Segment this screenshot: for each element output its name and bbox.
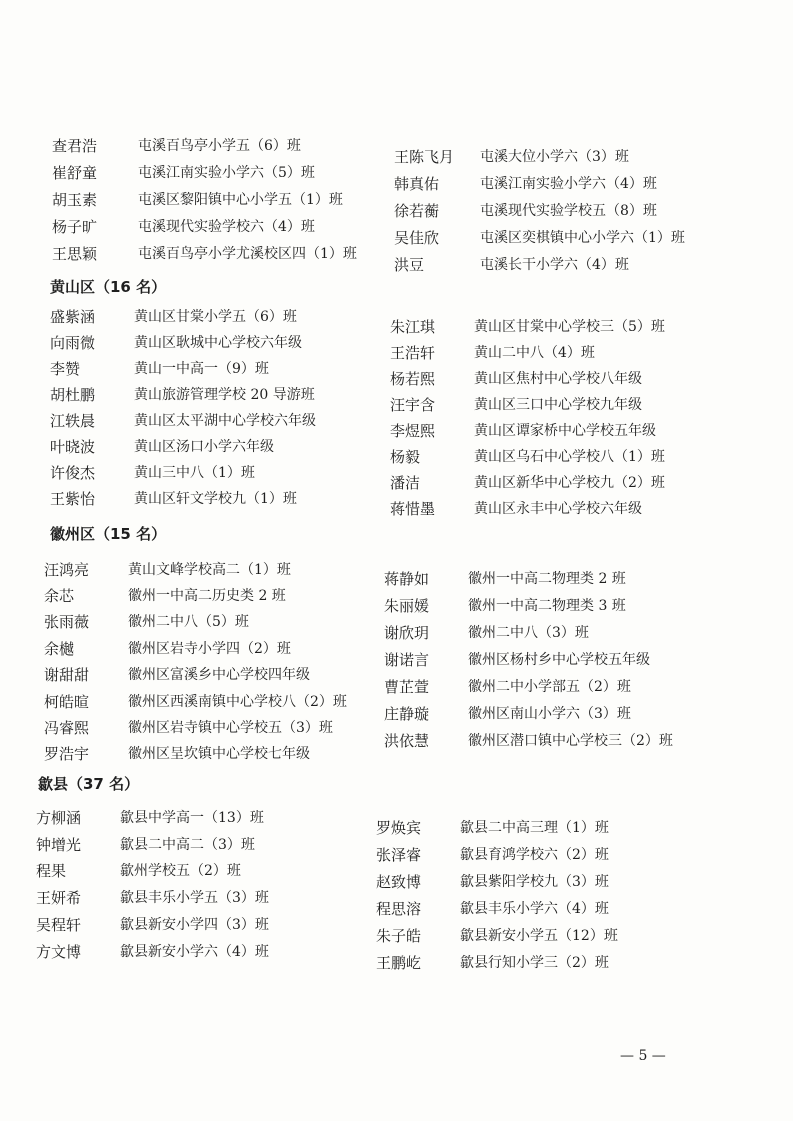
school-class: 黄山区轩文学校九（1）班 [134,491,297,507]
school-class: 徽州一中高二历史类 2 班 [128,588,286,604]
student-name: 张雨薇 [44,613,90,631]
school-class: 歙县二中高三理（1）班 [460,820,609,836]
student-name: 胡杜鹏 [50,386,96,404]
school-class: 黄山文峰学校高二（1）班 [128,562,291,578]
school-class: 黄山区新华中心学校九（2）班 [474,475,665,491]
school-class: 徽州区杨村乡中心学校五年级 [468,652,650,668]
student-name: 江轶晨 [50,412,96,430]
student-name: 王浩轩 [390,344,436,362]
school-class: 徽州区呈坎镇中心学校七年级 [128,746,310,762]
school-class: 屯溪区奕棋镇中心小学六（1）班 [480,230,685,246]
student-name: 潘洁 [390,474,421,492]
school-class: 黄山一中高一（9）班 [134,361,269,377]
school-class: 歙县二中高二（3）班 [120,837,255,853]
student-name: 查君浩 [52,137,98,155]
student-name: 方柳涵 [36,809,82,827]
school-class: 黄山区甘棠小学五（6）班 [134,309,297,325]
school-class: 徽州区南山小学六（3）班 [468,706,631,722]
student-name: 曹芷萱 [384,678,430,696]
school-class: 黄山区甘棠中心学校三（5）班 [474,319,665,335]
school-class: 徽州二中八（3）班 [468,625,589,641]
school-class: 徽州区潜口镇中心学校三（2）班 [468,733,673,749]
school-class: 黄山区汤口小学六年级 [134,439,274,455]
school-class: 歙县丰乐小学六（4）班 [460,901,609,917]
school-class: 徽州区富溪乡中心学校四年级 [128,667,310,683]
student-name: 朱丽媛 [384,597,430,615]
section-heading: 徽州区（15 名） [50,525,167,543]
student-name: 洪豆 [394,256,425,274]
student-name: 钟增光 [36,836,82,854]
student-name: 张泽睿 [376,846,422,864]
student-name: 谢甜甜 [44,666,90,684]
school-class: 徽州区岩寺镇中心学校五（3）班 [128,720,333,736]
student-name: 谢诺言 [384,651,430,669]
student-name: 吴佳欣 [394,229,440,247]
page-number: — 5 — [620,1048,666,1064]
school-class: 屯溪百鸟亭小学尤溪校区四（1）班 [138,246,357,262]
student-name: 李赞 [50,360,81,378]
student-name: 胡玉素 [52,191,98,209]
student-name: 冯睿熙 [44,719,90,737]
student-name: 吴程轩 [36,916,82,934]
student-name: 杨毅 [390,448,421,466]
student-name: 韩真佑 [394,175,440,193]
school-class: 屯溪大位小学六（3）班 [480,149,629,165]
student-name: 余芯 [44,587,75,605]
student-name: 赵致博 [376,873,422,891]
school-class: 黄山三中八（1）班 [134,465,255,481]
student-name: 李煜熙 [390,422,436,440]
student-name: 洪依慧 [384,732,430,750]
school-class: 屯溪江南实验小学六（4）班 [480,176,657,192]
school-class: 屯溪百鸟亭小学五（6）班 [138,138,301,154]
student-name: 向雨微 [50,334,96,352]
student-name: 王思颖 [52,245,98,263]
student-name: 盛紫涵 [50,308,96,326]
student-name: 朱子皓 [376,927,422,945]
school-class: 徽州一中高二物理类 2 班 [468,571,626,587]
school-class: 黄山二中八（4）班 [474,345,595,361]
section-heading: 歙县（37 名） [38,775,140,793]
student-name: 蒋静如 [384,570,430,588]
school-class: 黄山区太平湖中心学校六年级 [134,413,316,429]
school-class: 黄山旅游管理学校 20 导游班 [134,387,315,403]
school-class: 徽州一中高二物理类 3 班 [468,598,626,614]
student-name: 罗焕宾 [376,819,422,837]
student-name: 柯皓暄 [44,693,90,711]
student-name: 王鹏屹 [376,954,422,972]
school-class: 屯溪现代实验学校六（4）班 [138,219,315,235]
student-name: 王妍希 [36,889,82,907]
school-class: 徽州二中小学部五（2）班 [468,679,631,695]
school-class: 歙县中学高一（13）班 [120,810,264,826]
student-name: 许俊杰 [50,464,96,482]
school-class: 黄山区谭家桥中心学校五年级 [474,423,656,439]
student-name: 叶晓波 [50,438,96,456]
school-class: 屯溪江南实验小学六（5）班 [138,165,315,181]
student-name: 程果 [36,862,67,880]
school-class: 徽州区岩寺小学四（2）班 [128,641,291,657]
student-name: 程思溶 [376,900,422,918]
student-name: 余樾 [44,640,75,658]
school-class: 歙县行知小学三（2）班 [460,955,609,971]
student-name: 汪宇含 [390,396,436,414]
school-class: 黄山区焦村中心学校八年级 [474,371,642,387]
school-class: 歙县育鸿学校六（2）班 [460,847,609,863]
school-class: 歙县紫阳学校九（3）班 [460,874,609,890]
student-name: 汪鸿亮 [44,561,90,579]
school-class: 黄山区永丰中心学校六年级 [474,501,642,517]
student-name: 庄静璇 [384,705,430,723]
student-name: 杨子旷 [52,218,98,236]
student-name: 蒋惜墨 [390,500,436,518]
school-class: 屯溪区黎阳镇中心小学五（1）班 [138,192,343,208]
student-name: 杨若熙 [390,370,436,388]
school-class: 徽州二中八（5）班 [128,614,249,630]
school-class: 歙县新安小学四（3）班 [120,917,269,933]
school-class: 歙县新安小学六（4）班 [120,944,269,960]
school-class: 歙县新安小学五（12）班 [460,928,618,944]
school-class: 歙州学校五（2）班 [120,863,241,879]
section-heading: 黄山区（16 名） [50,278,167,296]
school-class: 徽州区西溪南镇中心学校八（2）班 [128,694,347,710]
student-name: 王紫怡 [50,490,96,508]
student-name: 王陈飞月 [394,148,455,166]
student-name: 方文博 [36,943,82,961]
student-name: 罗浩宇 [44,745,90,763]
student-name: 崔舒童 [52,164,98,182]
school-class: 屯溪现代实验学校五（8）班 [480,203,657,219]
student-name: 谢欣玥 [384,624,430,642]
student-name: 徐若蘅 [394,202,440,220]
school-class: 黄山区乌石中心学校八（1）班 [474,449,665,465]
school-class: 屯溪长干小学六（4）班 [480,257,629,273]
school-class: 歙县丰乐小学五（3）班 [120,890,269,906]
student-name: 朱江琪 [390,318,436,336]
school-class: 黄山区耿城中心学校六年级 [134,335,302,351]
school-class: 黄山区三口中心学校九年级 [474,397,642,413]
